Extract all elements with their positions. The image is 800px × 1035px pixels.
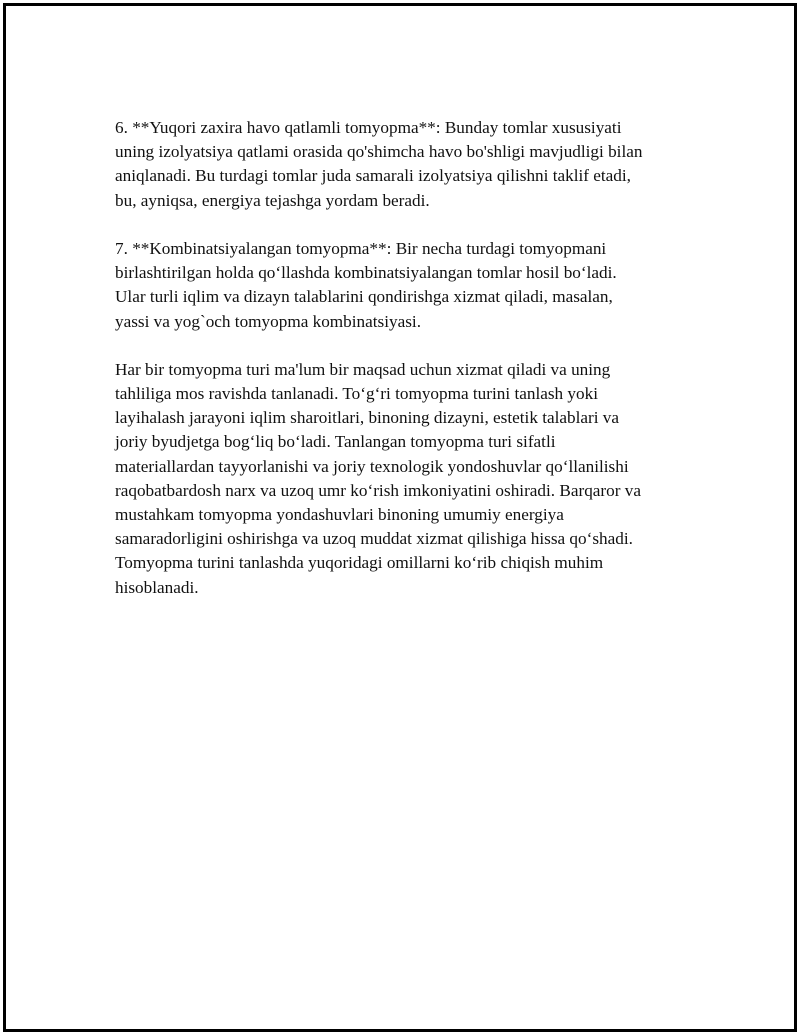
text-line: aniqlanadi. Bu turdagi tomlar juda samarali izolyatsiya qilishni taklif etadi, [115, 166, 631, 186]
document-body [115, 116, 695, 600]
text-line: hisoblanadi. [115, 577, 199, 597]
paragraph-item-7 [115, 237, 695, 334]
text-line: layihalash jarayoni iqlim sharoitlari, binoning dizayni, estetik talablari va [115, 408, 620, 428]
text-line: materiallardan tayyorlanishi va joriy texnologik yondoshuvlar qo‘llanilishi [115, 456, 629, 476]
text-line: yassi va yog`och tomyopma kombinatsiyasi. [115, 311, 421, 331]
text-line: Tomyopma turini tanlashda yuqoridagi omillarni ko‘rib chiqish muhim [115, 553, 604, 573]
text-line: bu, ayniqsa, energiya tejashga yordam beradi. [115, 190, 430, 210]
text-line: samaradorligini oshirishga va uzoq muddat xizmat qilishiga hissa qo‘shadi. [115, 529, 633, 549]
text-line: Har bir tomyopma turi ma'lum bir maqsad uchun xizmat qiladi va uning [115, 359, 611, 379]
text-line: 7. **Kombinatsiyalangan tomyopma**: Bir necha turdagi tomyopmani [115, 238, 607, 258]
text-line: birlashtirilgan holda qo‘llashda kombinatsiyalangan tomlar hosil bo‘ladi. [115, 263, 617, 283]
text-line: raqobatbardosh narx va uzoq umr ko‘rish imkoniyatini oshiradi. Barqaror va [115, 480, 641, 500]
text-line: uning izolyatsiya qatlami orasida qo'shimcha havo bo'shligi mavjudligi bilan [115, 142, 643, 162]
text-line: joriy byudjetga bog‘liq bo‘ladi. Tanlangan tomyopma turi sifatli [115, 432, 556, 452]
paragraph-item-6 [115, 116, 695, 213]
text-line: tahliliga mos ravishda tanlanadi. To‘g‘ri tomyopma turini tanlash yoki [115, 384, 598, 404]
text-line: mustahkam tomyopma yondashuvlari binoning umumiy energiya [115, 505, 564, 524]
text-line: 6. **Yuqori zaxira havo qatlamli tomyopma**: Bunday tomlar xususiyati [115, 118, 622, 137]
paragraph-conclusion [115, 358, 695, 600]
text-line: Ular turli iqlim va dizayn talablarini qondirishga xizmat qiladi, masalan, [115, 287, 613, 307]
